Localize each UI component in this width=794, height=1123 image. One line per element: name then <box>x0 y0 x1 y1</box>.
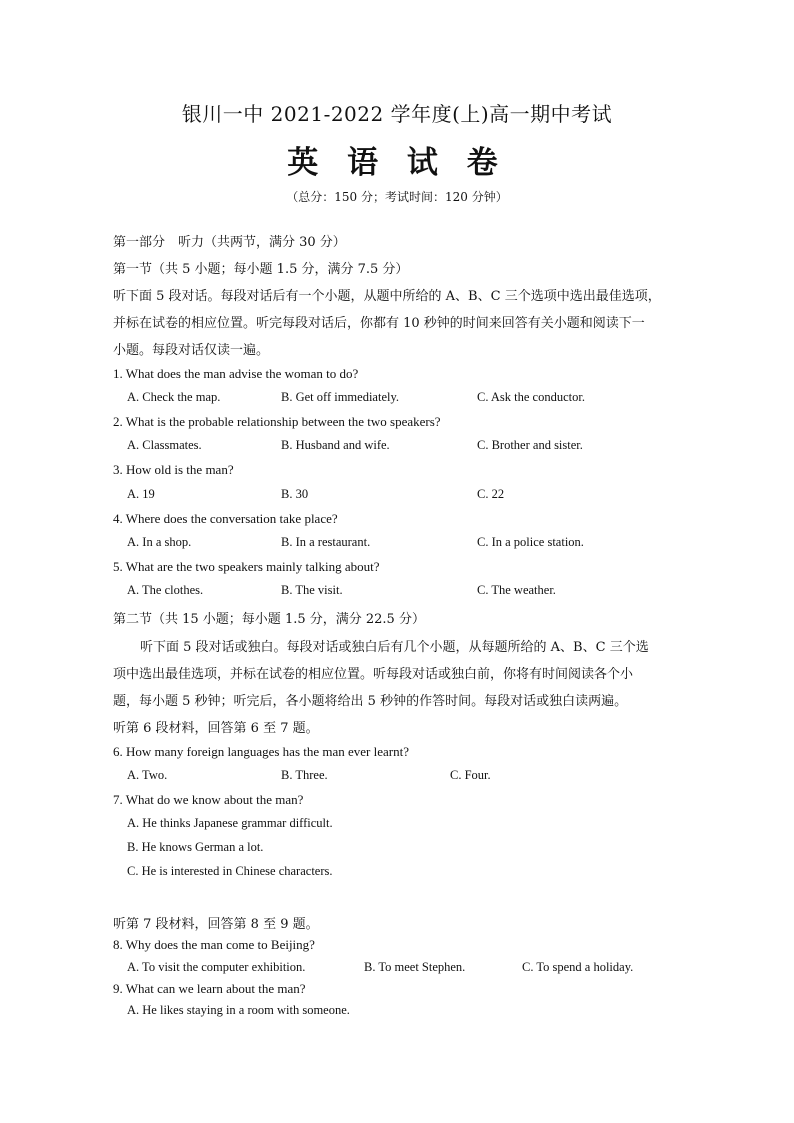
q5-option-a: A. The clothes. <box>127 583 204 597</box>
q1-option-a: A. Check the map. <box>127 390 221 404</box>
material-6-heading: 听第 6 段材料，回答第 6 至 7 题。 <box>113 721 319 736</box>
section2-instruction-line: 题，每小题 5 秒钟；听完后，各小题将给出 5 秒钟的作答时间。每段对话或独白读两遍。 <box>113 694 628 709</box>
q1-option-c: C. Ask the conductor. <box>477 390 585 404</box>
q5-option-c: C. The weather. <box>477 583 556 597</box>
q7-option-a: A. He thinks Japanese grammar difficult. <box>127 816 333 830</box>
q9-option-a: A. He likes staying in a room with someone. <box>127 1003 350 1017</box>
q6-option-c: C. Four. <box>450 768 491 782</box>
section1-instruction-line: 并标在试卷的相应位置。听完每段对话后，你都有 10 秒钟的时间来回答有关小题和阅读下一 <box>113 316 645 331</box>
question-4: 4. Where does the conversation take place? <box>113 511 338 526</box>
q3-option-a: A. 19 <box>127 487 155 501</box>
question-8: 8. Why does the man come to Beijing? <box>113 937 315 952</box>
q7-option-c: C. He is interested in Chinese characters. <box>127 864 333 878</box>
q8-option-b: B. To meet Stephen. <box>364 960 466 974</box>
q3-option-c: C. 22 <box>477 487 505 501</box>
q8-option-c: C. To spend a holiday. <box>522 960 634 974</box>
q2-option-c: C. Brother and sister. <box>477 438 583 452</box>
question-2: 2. What is the probable relationship between the two speakers? <box>113 414 441 429</box>
q2-option-a: A. Classmates. <box>127 438 202 452</box>
section1-heading: 第一节（共 5 小题；每小题 1.5 分，满分 7.5 分） <box>113 262 409 277</box>
q4-option-c: C. In a police station. <box>477 535 584 549</box>
q4-option-b: B. In a restaurant. <box>281 535 371 549</box>
q3-option-b: B. 30 <box>281 487 309 501</box>
section2-instruction-line: 听下面 5 段对话或独白。每段对话或独白后有几个小题，从每题所给的 A、B、C 三个选 <box>140 640 649 655</box>
question-5: 5. What are the two speakers mainly talking about? <box>113 559 380 574</box>
q7-option-b: B. He knows German a lot. <box>127 840 264 854</box>
school-title: 银川一中 2021-2022 学年度(上)高一期中考试 <box>181 102 613 126</box>
q8-option-a: A. To visit the computer exhibition. <box>127 960 306 974</box>
part1-heading: 第一部分 听力（共两节，满分 30 分） <box>113 235 346 250</box>
q6-option-a: A. Two. <box>127 768 168 782</box>
question-7: 7. What do we know about the man? <box>113 792 304 807</box>
section2-heading: 第二节（共 15 小题；每小题 1.5 分，满分 22.5 分） <box>113 612 425 627</box>
question-9: 9. What can we learn about the man? <box>113 981 306 996</box>
exam-title: 英 语 试 卷 <box>287 145 507 181</box>
q6-option-b: B. Three. <box>281 768 328 782</box>
q2-option-b: B. Husband and wife. <box>281 438 390 452</box>
section1-instruction-line: 听下面 5 段对话。每段对话后有一个小题，从题中所给的 A、B、C 三个选项中选出最佳选项， <box>113 289 661 304</box>
section2-instruction-line: 项中选出最佳选项，并标在试卷的相应位置。听每段对话或独白前，你将有时间阅读各个小 <box>113 667 634 682</box>
q4-option-a: A. In a shop. <box>127 535 192 549</box>
question-3: 3. How old is the man? <box>113 462 234 477</box>
q1-option-b: B. Get off immediately. <box>281 390 400 404</box>
question-6: 6. How many foreign languages has the man ever learnt? <box>113 744 410 759</box>
exam-info: （总分：150 分；考试时间：120 分钟） <box>286 190 508 204</box>
section1-instruction-line: 小题。每段对话仅读一遍。 <box>113 343 270 358</box>
question-1: 1. What does the man advise the woman to do? <box>113 366 359 381</box>
material-7-heading: 听第 7 段材料，回答第 8 至 9 题。 <box>113 917 319 932</box>
q5-option-b: B. The visit. <box>281 583 343 597</box>
